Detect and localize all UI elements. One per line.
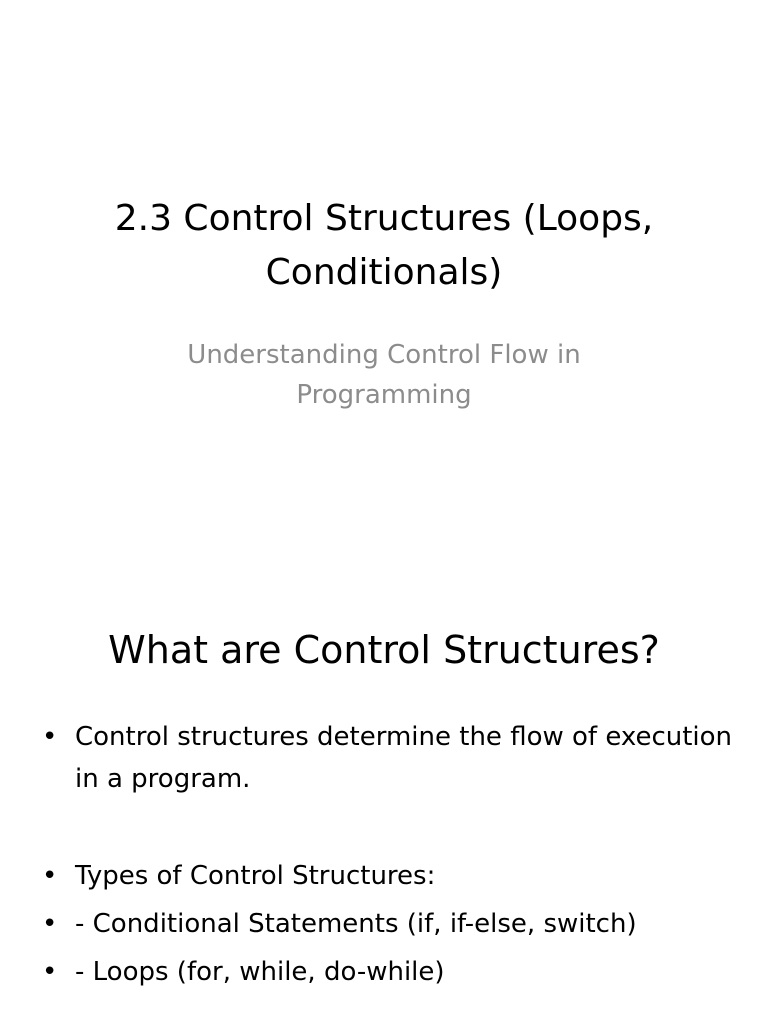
bullet-text: - Conditional Statements (if, if-else, switch) xyxy=(75,909,637,939)
bullet-text: Control structures determine the flow of execution in a program. xyxy=(75,722,733,794)
bullet-item xyxy=(42,900,742,948)
bullet-list xyxy=(42,716,742,996)
bullet-item xyxy=(42,948,742,996)
bullet-icon: • xyxy=(42,957,58,987)
bullet-item xyxy=(42,852,742,900)
slide-title: 2.3 Control Structures (Loops, Conditionals) xyxy=(114,198,654,293)
slide-subtitle: Understanding Control Flow in Programming xyxy=(187,340,581,410)
bullet-text: Types of Control Structures: xyxy=(75,861,436,891)
bullet-icon: • xyxy=(42,909,58,939)
bullet-item xyxy=(42,716,742,800)
content-slide xyxy=(0,576,768,1024)
bullet-icon: • xyxy=(42,722,58,752)
bullet-text: - Loops (for, while, do-while) xyxy=(75,957,445,987)
slide-heading: What are Control Structures? xyxy=(108,628,660,672)
bullet-icon: • xyxy=(42,861,58,891)
